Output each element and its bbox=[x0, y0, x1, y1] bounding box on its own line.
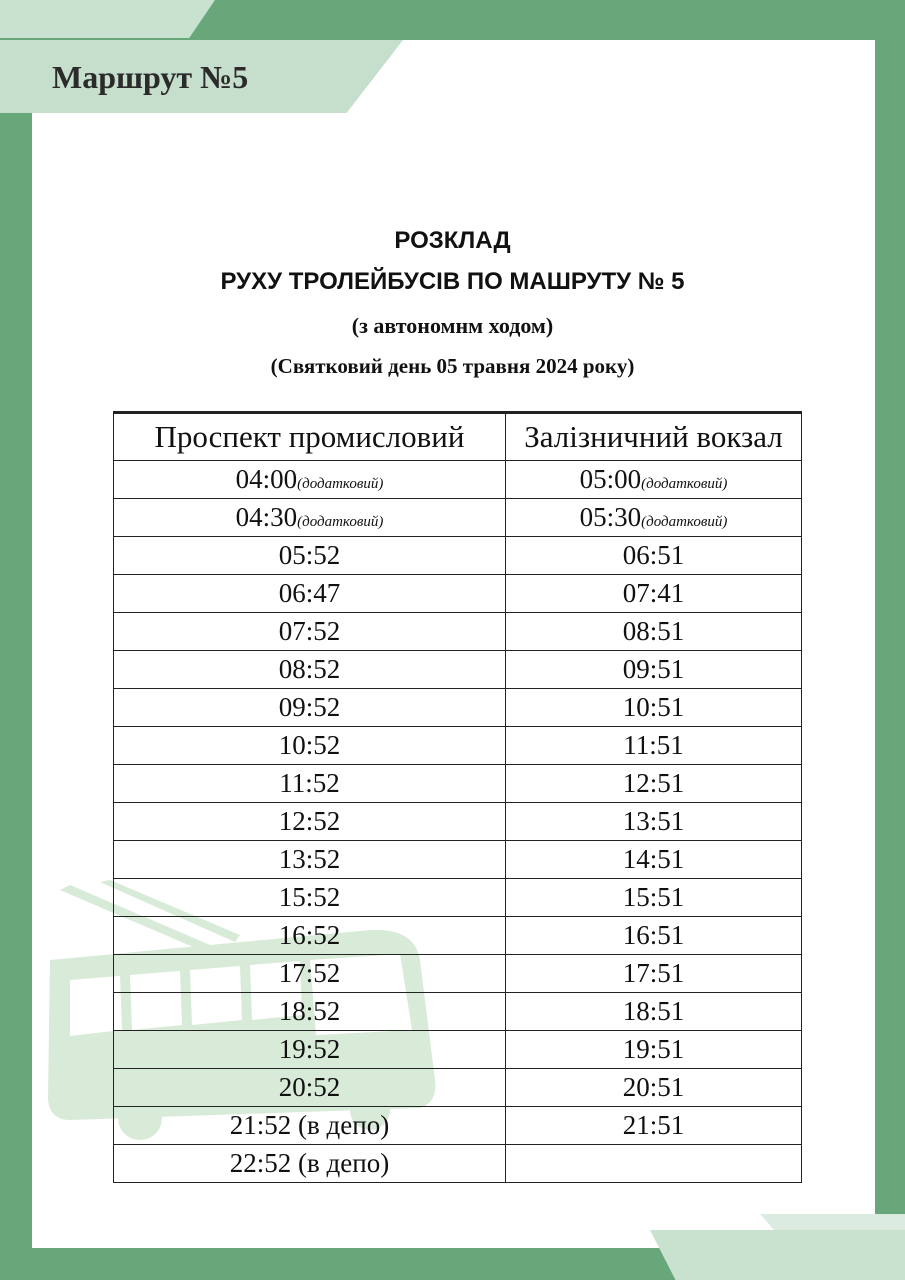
departure-time: 10:52 bbox=[278, 730, 341, 760]
departure-time: 13:51 bbox=[622, 806, 685, 836]
departure-time: 05:30 bbox=[579, 502, 642, 532]
departure-prospekt-cell bbox=[114, 993, 506, 1031]
departure-prospekt-cell bbox=[114, 727, 506, 765]
table-row bbox=[114, 727, 802, 765]
departure-vokzal-cell bbox=[506, 765, 802, 803]
departure-prospekt-cell bbox=[114, 917, 506, 955]
departure-time: 09:51 bbox=[622, 654, 685, 684]
departure-time: 12:52 bbox=[278, 806, 341, 836]
departure-prospekt-cell bbox=[114, 689, 506, 727]
table-row bbox=[114, 689, 802, 727]
departure-vokzal-cell bbox=[506, 461, 802, 499]
departure-time: 06:47 bbox=[278, 578, 341, 608]
departure-vokzal-cell bbox=[506, 955, 802, 993]
table-row bbox=[114, 765, 802, 803]
table-row bbox=[114, 841, 802, 879]
departure-time: 04:30 bbox=[235, 502, 298, 532]
departure-time: 19:52 bbox=[278, 1034, 341, 1064]
departure-time: 08:52 bbox=[278, 654, 341, 684]
departure-time: 18:52 bbox=[278, 996, 341, 1026]
departure-vokzal-cell bbox=[506, 1069, 802, 1107]
table-row bbox=[114, 879, 802, 917]
departure-time: 21:52 (в депо) bbox=[229, 1110, 390, 1140]
schedule-body bbox=[114, 461, 802, 1183]
table-row bbox=[114, 651, 802, 689]
schedule-table bbox=[113, 411, 802, 1183]
departure-prospekt-cell bbox=[114, 955, 506, 993]
table-row bbox=[114, 993, 802, 1031]
departure-time: 15:51 bbox=[622, 882, 685, 912]
departure-prospekt-cell bbox=[114, 1069, 506, 1107]
departure-time: 16:51 bbox=[622, 920, 685, 950]
departure-time: 06:51 bbox=[622, 540, 685, 570]
extra-trip-note: (додатковий) bbox=[297, 514, 384, 530]
departure-prospekt-cell bbox=[114, 537, 506, 575]
departure-time: 20:51 bbox=[622, 1072, 685, 1102]
departure-vokzal-cell bbox=[506, 841, 802, 879]
departure-time: 07:41 bbox=[622, 578, 685, 608]
departure-time: 11:52 bbox=[279, 768, 340, 798]
departure-prospekt-cell bbox=[114, 499, 506, 537]
departure-time: 04:00 bbox=[235, 464, 298, 494]
table-row bbox=[114, 499, 802, 537]
departure-time: 17:51 bbox=[622, 958, 685, 988]
departure-vokzal-cell bbox=[506, 917, 802, 955]
heading-line-2: РУХУ ТРОЛЕЙБУСІВ ПО МАШРУТУ № 5 bbox=[220, 268, 685, 295]
departure-time: 14:51 bbox=[622, 844, 685, 874]
table-row bbox=[114, 917, 802, 955]
table-row bbox=[114, 803, 802, 841]
table-header-row bbox=[114, 413, 802, 461]
departure-prospekt-cell bbox=[114, 1107, 506, 1145]
departure-prospekt-cell bbox=[114, 651, 506, 689]
table-row bbox=[114, 1145, 802, 1183]
departure-vokzal-cell bbox=[506, 689, 802, 727]
departure-vokzal-cell bbox=[506, 1145, 802, 1183]
departure-vokzal-cell bbox=[506, 575, 802, 613]
departure-vokzal-cell bbox=[506, 537, 802, 575]
departure-time: 07:52 bbox=[278, 616, 341, 646]
corner-decoration bbox=[650, 1230, 905, 1280]
departure-vokzal-cell bbox=[506, 879, 802, 917]
extra-trip-note: (додатковий) bbox=[297, 476, 384, 492]
departure-vokzal-cell bbox=[506, 803, 802, 841]
departure-prospekt-cell bbox=[114, 765, 506, 803]
table-row bbox=[114, 1107, 802, 1145]
departure-prospekt-cell bbox=[114, 1031, 506, 1069]
departure-prospekt-cell bbox=[114, 841, 506, 879]
departure-time: 11:51 bbox=[623, 730, 684, 760]
departure-prospekt-cell bbox=[114, 879, 506, 917]
column-header-vokzal: Залізничний вокзал bbox=[506, 413, 802, 461]
departure-time: 08:51 bbox=[622, 616, 685, 646]
departure-vokzal-cell bbox=[506, 727, 802, 765]
heading-line-3: (з автономнм ходом) bbox=[351, 313, 554, 338]
table-row bbox=[114, 537, 802, 575]
departure-time: 22:52 (в депо) bbox=[229, 1148, 390, 1178]
departure-time: 21:51 bbox=[622, 1110, 685, 1140]
departure-vokzal-cell bbox=[506, 651, 802, 689]
departure-vokzal-cell bbox=[506, 499, 802, 537]
departure-prospekt-cell bbox=[114, 803, 506, 841]
column-header-prospekt: Проспект промисловий bbox=[114, 413, 506, 461]
departure-time: 05:52 bbox=[278, 540, 341, 570]
heading-line-4: (Святковий день 05 травня 2024 року) bbox=[270, 354, 635, 378]
table-row bbox=[114, 1031, 802, 1069]
departure-prospekt-cell bbox=[114, 461, 506, 499]
departure-time: 17:52 bbox=[278, 958, 341, 988]
table-row bbox=[114, 575, 802, 613]
departure-time: 15:52 bbox=[278, 882, 341, 912]
table-row bbox=[114, 955, 802, 993]
departure-time: 09:52 bbox=[278, 692, 341, 722]
departure-time: 10:51 bbox=[622, 692, 685, 722]
departure-time: 18:51 bbox=[622, 996, 685, 1026]
departure-prospekt-cell bbox=[114, 575, 506, 613]
departure-time: 13:52 bbox=[278, 844, 341, 874]
departure-vokzal-cell bbox=[506, 1031, 802, 1069]
departure-prospekt-cell bbox=[114, 1145, 506, 1183]
departure-vokzal-cell bbox=[506, 1107, 802, 1145]
route-title: Маршрут №5 bbox=[52, 59, 249, 95]
departure-prospekt-cell bbox=[114, 613, 506, 651]
corner-decoration bbox=[0, 0, 215, 38]
table-row bbox=[114, 461, 802, 499]
table-row bbox=[114, 613, 802, 651]
departure-time: 05:00 bbox=[579, 464, 642, 494]
table-row bbox=[114, 1069, 802, 1107]
departure-time: 20:52 bbox=[278, 1072, 341, 1102]
heading-line-1: РОЗКЛАД bbox=[394, 227, 511, 254]
departure-time: 19:51 bbox=[622, 1034, 685, 1064]
departure-vokzal-cell bbox=[506, 613, 802, 651]
departure-time: 16:52 bbox=[278, 920, 341, 950]
departure-vokzal-cell bbox=[506, 993, 802, 1031]
extra-trip-note: (додатковий) bbox=[641, 514, 728, 530]
departure-time: 12:51 bbox=[622, 768, 685, 798]
extra-trip-note: (додатковий) bbox=[641, 476, 728, 492]
